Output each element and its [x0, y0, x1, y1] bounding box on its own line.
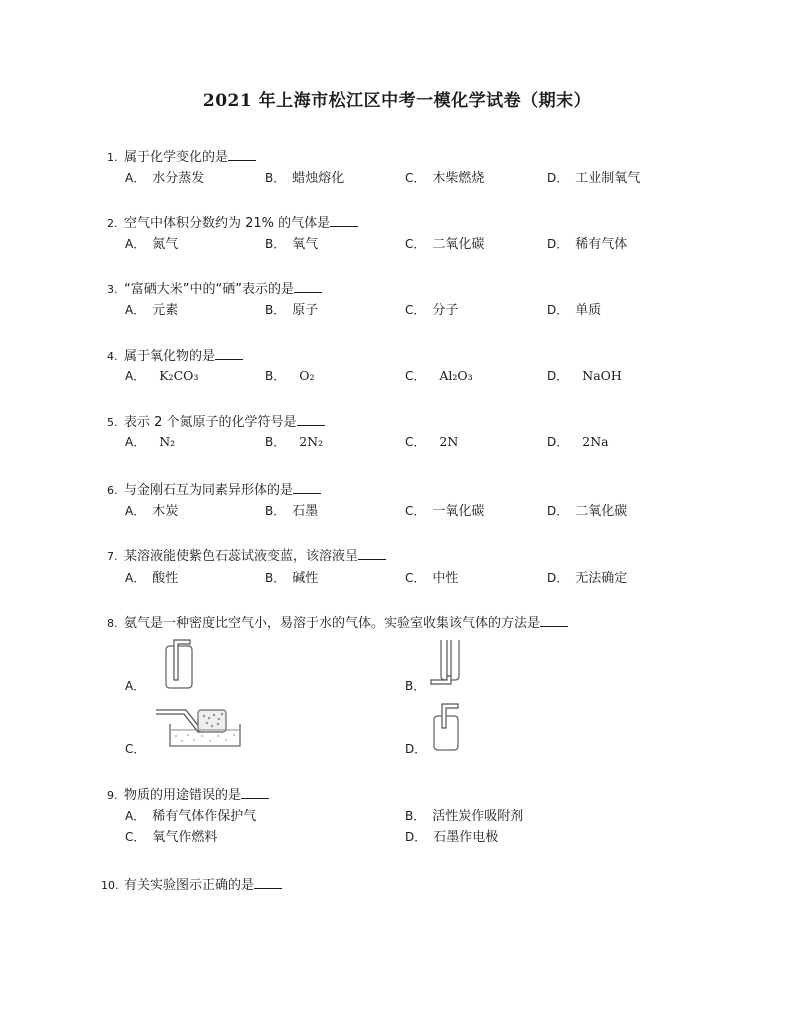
- option-b[interactable]: B． 2N₂: [265, 434, 324, 449]
- answer-blank[interactable]: [358, 547, 386, 560]
- answer-blank[interactable]: [540, 614, 568, 627]
- option-d[interactable]: D． 稀有气体: [547, 237, 628, 252]
- option-d[interactable]: D． 二氧化碳: [547, 504, 628, 519]
- option-d[interactable]: D． 2Na: [547, 434, 609, 449]
- question-stem: [101, 874, 282, 893]
- upward-air-collection-figure: [160, 638, 200, 690]
- option-d[interactable]: D． 无法确定: [547, 571, 628, 586]
- answer-blank[interactable]: [330, 214, 358, 227]
- water-displacement-collection-figure: [152, 706, 244, 750]
- question-number: 4.: [107, 350, 118, 363]
- question-stem: [107, 612, 568, 631]
- question-number: 3.: [107, 283, 118, 296]
- option-c[interactable]: C． 分子: [405, 303, 459, 318]
- question-text: 物质的用途错误的是: [124, 788, 242, 803]
- option-d[interactable]: D． 工业制氧气: [547, 171, 641, 186]
- option-c[interactable]: C． 氧气作燃料: [125, 830, 218, 845]
- question-number: 7.: [107, 550, 118, 563]
- question-stem: [107, 278, 322, 297]
- option-b[interactable]: B． 氧气: [265, 237, 319, 252]
- question-text: 表示 2 个氮原子的化学符号是: [124, 415, 297, 430]
- option-c[interactable]: C． 一氧化碳: [405, 504, 485, 519]
- answer-blank[interactable]: [254, 876, 282, 889]
- option-b[interactable]: B． 原子: [265, 303, 319, 318]
- question-stem: [107, 146, 256, 165]
- option-b[interactable]: B．: [405, 679, 426, 693]
- option-b[interactable]: B． 蜡烛熔化: [265, 171, 345, 186]
- question-number: 1.: [107, 151, 118, 164]
- question-number: 8.: [107, 617, 118, 630]
- question-number: 10.: [101, 879, 119, 892]
- question-text: 空气中体积分数约为 21% 的气体是: [124, 216, 331, 231]
- option-d[interactable]: D． 单质: [547, 303, 602, 318]
- question-stem: [107, 545, 386, 564]
- option-b[interactable]: B． 碱性: [265, 571, 319, 586]
- question-text: “富硒大米”中的“硒”表示的是: [124, 282, 294, 297]
- option-a[interactable]: A． 木炭: [125, 504, 179, 519]
- option-a[interactable]: A．: [125, 679, 146, 693]
- gas-bottle-figure: [428, 700, 468, 752]
- option-a[interactable]: A． 稀有气体作保护气: [125, 809, 257, 824]
- question-text: 属于氧化物的是: [124, 349, 216, 364]
- option-c[interactable]: C． Al₂O₃: [405, 368, 473, 383]
- exam-title: 2021 年上海市松江区中考一模化学试卷（期末）: [202, 91, 592, 111]
- answer-blank[interactable]: [297, 413, 325, 426]
- answer-blank[interactable]: [293, 481, 321, 494]
- option-d[interactable]: D．: [405, 742, 427, 756]
- option-b[interactable]: B． 石墨: [265, 504, 319, 519]
- question-number: 6.: [107, 484, 118, 497]
- question-text: 某溶液能使紫色石蕊试液变蓝，该溶液呈: [124, 549, 359, 564]
- option-a[interactable]: A． 元素: [125, 303, 179, 318]
- option-c[interactable]: C．: [125, 742, 146, 756]
- option-a[interactable]: A． N₂: [125, 434, 176, 449]
- option-c[interactable]: C． 中性: [405, 571, 459, 586]
- option-a[interactable]: A． 酸性: [125, 571, 179, 586]
- question-text: 与金刚石互为同素异形体的是: [124, 483, 294, 498]
- question-number: 5.: [107, 416, 118, 429]
- option-b[interactable]: B． 活性炭作吸附剂: [405, 809, 524, 824]
- option-d[interactable]: D． 石墨作电极: [405, 830, 499, 845]
- answer-blank[interactable]: [294, 280, 322, 293]
- question-number: 9.: [107, 789, 118, 802]
- option-a[interactable]: A． K₂CO₃: [125, 368, 199, 383]
- downward-air-collection-figure: [425, 638, 467, 690]
- answer-blank[interactable]: [241, 786, 269, 799]
- option-d[interactable]: D． NaOH: [547, 368, 622, 383]
- question-stem: [107, 479, 321, 498]
- option-a[interactable]: A． 氮气: [125, 237, 179, 252]
- question-stem: [107, 212, 358, 231]
- option-c[interactable]: C． 二氧化碳: [405, 237, 485, 252]
- question-number: 2.: [107, 217, 118, 230]
- option-c[interactable]: C． 2N: [405, 434, 459, 449]
- option-a[interactable]: A． 水分蒸发: [125, 171, 205, 186]
- question-text: 属于化学变化的是: [124, 150, 229, 165]
- option-b[interactable]: B． O₂: [265, 368, 315, 383]
- question-stem: [107, 345, 243, 364]
- question-text: 氨气是一种密度比空气小，易溶于水的气体。实验室收集该气体的方法是: [124, 616, 541, 631]
- answer-blank[interactable]: [228, 148, 256, 161]
- option-c[interactable]: C． 木柴燃烧: [405, 171, 485, 186]
- question-text: 有关实验图示正确的是: [124, 878, 255, 893]
- answer-blank[interactable]: [215, 347, 243, 360]
- question-stem: [107, 784, 269, 803]
- question-stem: [107, 411, 325, 430]
